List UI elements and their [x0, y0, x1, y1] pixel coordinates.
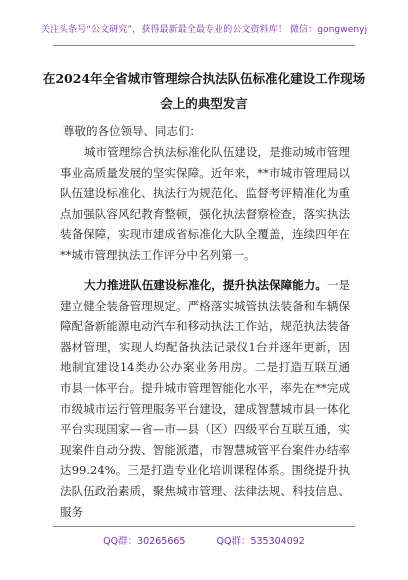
- header-divider: [53, 45, 355, 46]
- document-title: 在2024年全省城市管理综合执法队伍标准化建设工作现场会上的典型发言: [42, 71, 366, 111]
- paragraph-2-lead: 大力推进队伍建设标准化，提升执法保障能力。: [84, 278, 327, 292]
- footer-divider: [53, 526, 355, 527]
- footer-qq-group-2: QQ群：535304092: [216, 536, 305, 547]
- footer: [0, 533, 408, 547]
- paragraph-1: 城市管理综合执法标准化队伍建设，是推动城市管理事业高质量发展的坚实保障。近年来，**市城市管理局以队伍建设标准化、执法行为规范化、监督考评精准化为重点加强队容风纪教育整顿，强化执法督察检查，落实执法装备保障，实现市建成省标准化大队全覆盖，连续四年在**城市管理执法工作评分中名列第一。: [60, 145, 350, 262]
- paragraph-2-body: 一是建立健全装备管理规定。严格落实城管执法装备和车辆保障配备新能源电动汽车和移动执法工作站，规范执法装备器材管理，实现人均配备执法记录仪1台并逐年更新，因地制宜建设14类办公办案业务用房。二是打造互联互通市县一体平台。提升城市管理智能化水平，率先在**完成市级城市运行管理服务平台建设，建成智慧城市县一体化平台实现国家—省—市—县（区）四级平台互联互通，实现案件自动分拨、智能派遣，市智慧城管平台案件办结率达99.24%。三是打造专业化培训课程体系。围绕提升执法队伍政治素质，聚焦城市管理、法律法规、科技信息、服务: [60, 278, 351, 519]
- footer-qq-group-1: QQ群：30265665: [103, 536, 186, 547]
- salutation: 尊敬的各位领导、同志们：: [63, 124, 201, 138]
- paragraph-2: [60, 275, 350, 522]
- header-banner: 关注头条号“公文研究”，获得最新最全最专业的公文资料库！ 微信：gongwenyj: [40, 25, 368, 35]
